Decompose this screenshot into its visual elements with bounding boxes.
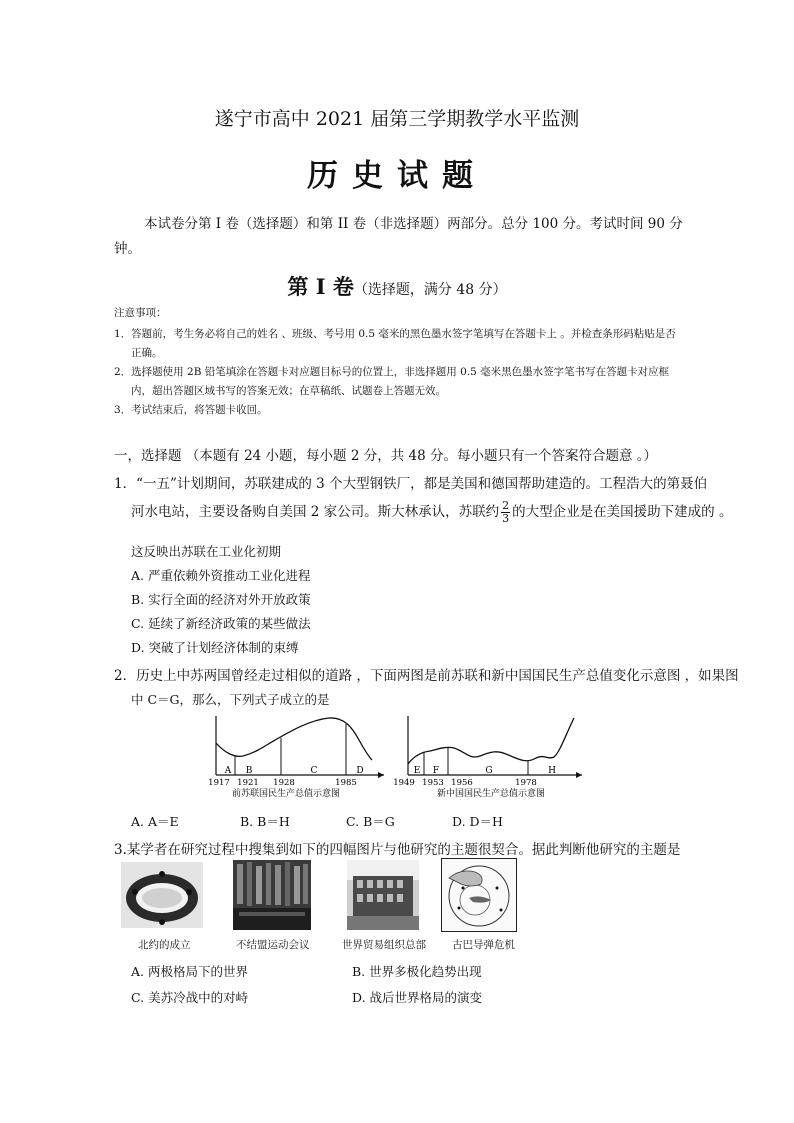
tick-label: 1917 bbox=[208, 778, 230, 788]
chart-caption: 前苏联国民生产总值示意图 bbox=[231, 789, 341, 799]
segment-label: F bbox=[432, 766, 440, 776]
photo-caption: 世界贸易组织总部 bbox=[342, 939, 426, 951]
segment-label: D bbox=[356, 766, 364, 776]
volume-note: （选择题，满分 48 分） bbox=[353, 282, 507, 298]
q1-line: 1．“一五”计划期间，苏联建成的 3 个大型钢铁厂，都是美国和德国帮助建造的。工程浩大的第聂伯 bbox=[114, 476, 708, 492]
tick-label: 1985 bbox=[335, 778, 357, 788]
notice-item: 内，超出答题区域书写的答案无效；在草稿纸、试题卷上答题无效。 bbox=[131, 385, 446, 397]
q1-option-a: A. 严重依赖外资推动工业化进程 bbox=[131, 568, 311, 583]
segment-label: G bbox=[485, 766, 493, 776]
wto-headquarters-photo bbox=[347, 860, 419, 930]
q2-option-c: C. B＝G bbox=[346, 814, 395, 829]
q1-text: 的大型企业是在美国援助下建成的 。 bbox=[512, 504, 733, 520]
x-axis-arrow bbox=[576, 772, 582, 778]
tick-label: 1921 bbox=[237, 778, 259, 788]
q1-option-d: D. 突破了计划经济体制的束缚 bbox=[131, 640, 299, 655]
segment-label: B bbox=[245, 766, 253, 776]
q3-option-d: D. 战后世界格局的演变 bbox=[352, 990, 483, 1005]
volume-title: 第 I 卷 bbox=[287, 274, 354, 299]
notice-item: 1．答题前，考生务必将自己的姓名 、班级、考号用 0.5 毫米的黑色墨水签字笔填写在答题卡上 。并检查条形码粘贴是否 bbox=[114, 328, 676, 340]
q2-option-a: A. A＝E bbox=[131, 814, 179, 829]
fraction bbox=[501, 500, 510, 525]
q3-option-b: B. 世界多极化趋势出现 bbox=[352, 964, 482, 979]
photo-caption: 古巴导弹危机 bbox=[452, 939, 515, 951]
notice-title: 注意事项： bbox=[114, 307, 167, 319]
gnp-curve bbox=[216, 718, 372, 760]
notice-item: 3．考试结束后，将答题卡收回。 bbox=[114, 404, 268, 416]
q3-option-c: C. 美苏冷战中的对峙 bbox=[131, 990, 249, 1005]
segment-label: C bbox=[310, 766, 318, 776]
q2-line: 中 C＝G，那么，下列式子成立的是 bbox=[131, 692, 330, 707]
tick-label: 1928 bbox=[273, 778, 295, 788]
q2-line: 2．历史上中苏两国曾经走过相似的道路 ，下面两图是前苏联和新中国国民生产总值变化示意图 ，如果图 bbox=[114, 668, 739, 684]
fraction-numerator: 2 bbox=[502, 499, 510, 512]
notice-item: 2．选择题使用 2B 铅笔填涂在答题卡对应题目标号的位置上，非选择题用 0.5 毫米黑色墨水签字笔书写在答题卡对应框 bbox=[114, 366, 670, 378]
exam-subject-title: 历史试题 bbox=[307, 158, 487, 194]
q2-option-b: B. B＝H bbox=[240, 814, 290, 829]
q1-option-c: C. 延续了新经济政策的某些做法 bbox=[131, 616, 311, 631]
non-aligned-conference-photo bbox=[233, 860, 311, 930]
nato-founding-photo bbox=[121, 862, 203, 928]
photo-caption: 不结盟运动会议 bbox=[236, 939, 310, 951]
q1-text: 河水电站，主要设备购自美国 2 家公司。斯大林承认，苏联约 bbox=[131, 504, 500, 520]
prc-gnp-chart bbox=[393, 712, 586, 802]
volume-heading bbox=[0, 271, 794, 301]
exam-intro: 本试卷分第 I 卷（选择题）和第 II 卷（非选择题）两部分。总分 100 分。考试时间 90 分钟。 bbox=[114, 216, 683, 257]
segment-label: H bbox=[548, 766, 556, 776]
section-heading: 一，选择题 （本题有 24 小题，每小题 2 分，共 48 分。每小题只有一个答案符合题意 。） bbox=[114, 448, 658, 464]
segment-label: A bbox=[224, 766, 232, 776]
tick-label: 1978 bbox=[515, 778, 537, 788]
x-axis-arrow bbox=[378, 772, 384, 778]
ussr-gnp-chart bbox=[204, 712, 386, 802]
tick-label: 1956 bbox=[451, 778, 473, 788]
q1-option-b: B. 实行全面的经济对外开放政策 bbox=[131, 592, 311, 607]
tick-label: 1953 bbox=[422, 778, 444, 788]
chart-caption: 新中国国民生产总值示意图 bbox=[436, 789, 546, 799]
segment-label: E bbox=[413, 766, 421, 776]
fraction-denominator: 3 bbox=[502, 512, 510, 525]
q3-line: 3.某学者在研究过程中搜集到如下的四幅图片与他研究的主题很契合。据此判断他研究的主题是 bbox=[114, 842, 681, 858]
q2-option-d: D. D＝H bbox=[452, 814, 503, 829]
photo-caption: 北约的成立 bbox=[138, 939, 191, 951]
q3-option-a: A. 两极格局下的世界 bbox=[131, 964, 248, 979]
cuban-missile-crisis-map bbox=[441, 858, 517, 932]
gnp-curve bbox=[408, 718, 574, 764]
exam-header-title: 遂宁市高中 2021 届第三学期教学水平监测 bbox=[214, 108, 580, 130]
q1-line: 这反映出苏联在工业化初期 bbox=[131, 544, 282, 559]
q1-line bbox=[131, 500, 732, 525]
tick-label: 1949 bbox=[393, 778, 415, 788]
notice-item: 正确。 bbox=[131, 347, 163, 359]
